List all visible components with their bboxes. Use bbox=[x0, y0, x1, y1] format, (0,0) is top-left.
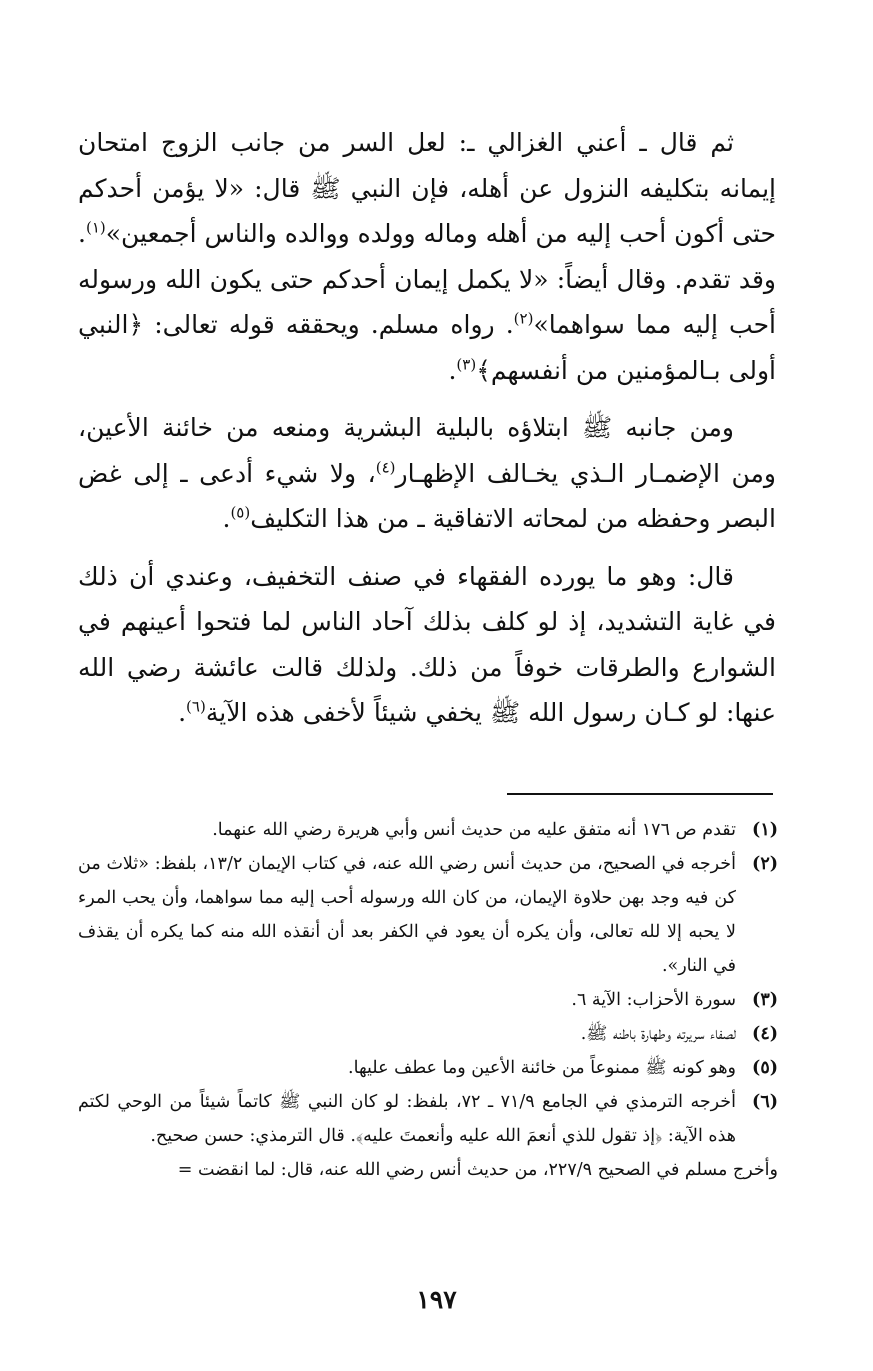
footnote-ref[interactable]: (٥) bbox=[230, 503, 251, 522]
footnote-number: (١) bbox=[752, 820, 778, 840]
footnote-ref[interactable]: (٢) bbox=[513, 309, 534, 328]
footnote-number: (٢) bbox=[752, 854, 778, 874]
paragraph-text: ومن جانبه ﷺ ابتلاؤه بالبلية البشرية ومنعه من خائنة الأعين، ومن الإضمـار الـذي يخـالف الإظهـار bbox=[78, 413, 776, 488]
paragraph-text: . bbox=[222, 504, 231, 533]
paragraph-text: . bbox=[448, 355, 457, 385]
footnote-ref[interactable]: (٤) bbox=[375, 458, 396, 477]
footnote-5 bbox=[78, 1051, 778, 1085]
footnote-2 bbox=[78, 847, 778, 983]
footnote-4 bbox=[78, 1017, 778, 1051]
footnote-1 bbox=[78, 813, 778, 847]
paragraph-3 bbox=[78, 554, 776, 736]
page-number: ١٩٧ bbox=[416, 1285, 457, 1314]
footnote-number: (٥) bbox=[752, 1058, 778, 1078]
footnote-number: (٤) bbox=[752, 1024, 778, 1044]
main-text bbox=[78, 120, 776, 748]
footnotes bbox=[78, 813, 778, 1187]
footnote-text: سورة الأحزاب: الآية ٦. bbox=[571, 990, 736, 1010]
footnote-number: (٣) bbox=[752, 990, 778, 1010]
footnote-continuation: وأخرج مسلم في الصحيح ٢٢٧/٩، من حديث أنس رضي الله عنه، قال: لما انقضت = bbox=[177, 1160, 778, 1180]
paragraph-2 bbox=[78, 405, 776, 542]
footnote-ref[interactable]: (٦) bbox=[186, 697, 206, 716]
footnote-separator bbox=[507, 793, 773, 795]
paragraph-1 bbox=[78, 120, 776, 393]
paragraph-text: قال: وهو ما يورده الفقهاء في صنف التخفيف، وعندي أن ذلك في غاية التشديد، إذ لو كلف بذلك آحاد الناس لما فتحوا أعينهم في الشوارع والطرقات خوفاً من ذلك. ولذلك قالت عائشة رضي الله عنها: لو كـان رسول الله ﷺ يخفي شيئاً لأخفى هذه الآية bbox=[78, 561, 776, 727]
paragraph-text: ثم قال ـ أعني الغزالي ـ: لعل السر من جانب الزوج امتحان إيمانه بتكليفه النزول عن أهله، فإن النبي ﷺ قال: «لا يؤمن أحدكم حتى أكون أحب إليه من أهله وماله وولده ووالده والناس أجمعين» bbox=[78, 128, 776, 248]
footnote-text: وهو كونه ﷺ ممنوعاً من خائنة الأعين وما عطف عليها. bbox=[348, 1058, 736, 1078]
paragraph-text: . وقد تقدم. وقال أيضاً: «لا يكمل إيمان أحدكم حتى يكون الله ورسوله أحب إليه مما سواهما» bbox=[78, 219, 776, 339]
paragraph-text: . رواه مسلم. ويحققه قوله تعالى: ﴿النبي أولى بـالمؤمنين من أنفسهم﴾ bbox=[78, 310, 776, 385]
footnote-6 bbox=[78, 1085, 778, 1153]
footnote-ref[interactable]: (١) bbox=[85, 218, 106, 237]
footnote-text: لصفاء سريرته وطهارة باطنه ﷺ. bbox=[580, 1024, 736, 1044]
footnote-text: تقدم ص ١٧٦ أنه متفق عليه من حديث أنس وأبي هريرة رضي الله عنهما. bbox=[212, 820, 736, 840]
paragraph-text: . bbox=[178, 698, 187, 727]
footnote-3 bbox=[78, 983, 778, 1017]
footnote-text: أخرجه في الصحيح، من حديث أنس رضي الله عنه، في كتاب الإيمان ١٣/٢، بلفظ: «ثلاث من كن فيه وجد بهن حلاوة الإيمان، من كان الله ورسوله أحب إليه مما سواهما، وأن يحب المرء لا يحبه إلا لله تعالى، وأن يكره أن يعود في الكفر بعد أن أنقذه الله منه كما يكره أن يقذف في النار». bbox=[78, 854, 736, 976]
footnote-text: أخرجه الترمذي في الجامع ٧١/٩ ـ ٧٢، بلفظ: لو كان النبي ﷺ كاتماً شيئاً من الوحي لكتم هذه الآية: ﴿إذ تقول للذي أنعمَ الله عليه وأنعمتَ عليه﴾. قال الترمذي: حسن صحيح. bbox=[78, 1092, 736, 1146]
footnote-number: (٦) bbox=[752, 1092, 778, 1112]
paragraph-text: ، ولا شيء أدعى ـ إلى غض البصر وحفظه من لمحاته الاتفاقية ـ من هذا التكليف bbox=[78, 458, 776, 533]
footnote-ref[interactable]: (٣) bbox=[456, 355, 477, 374]
